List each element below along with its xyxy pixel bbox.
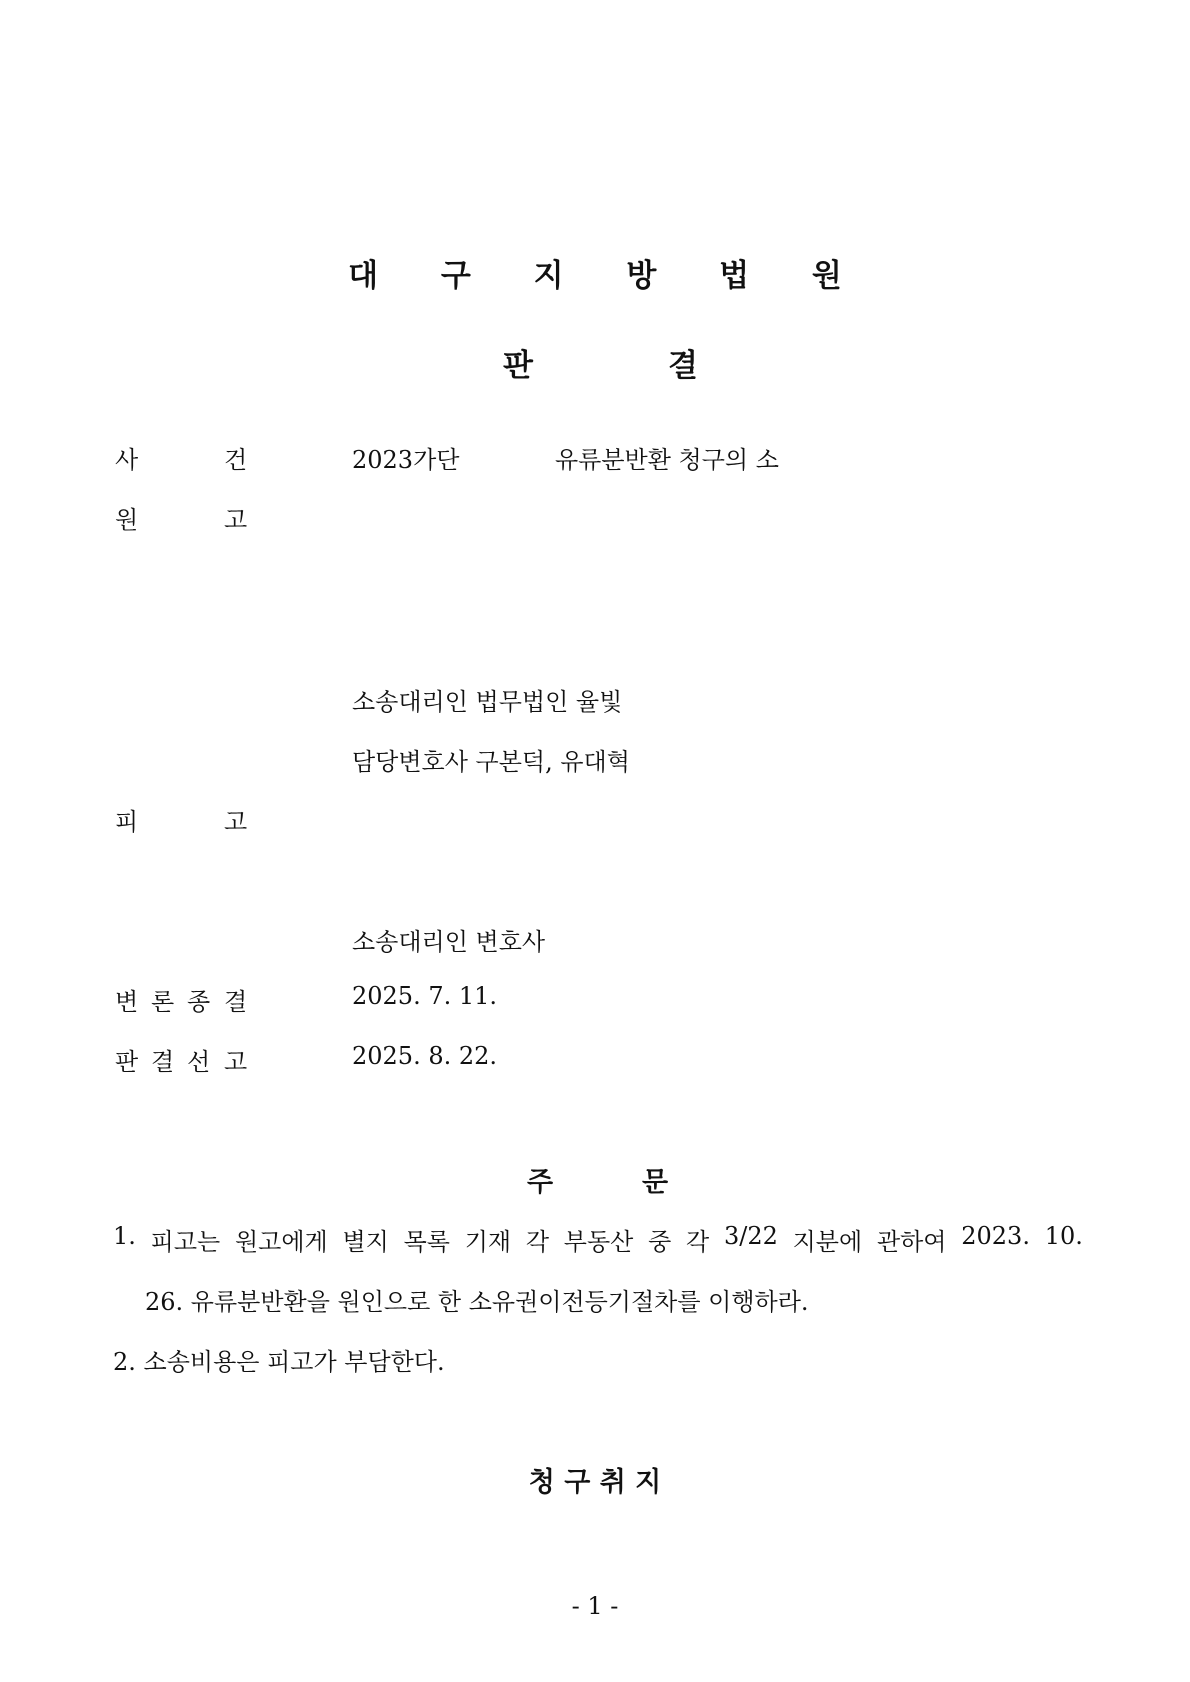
order-word: 기재 xyxy=(464,1228,512,1256)
claim-heading: 청 구 취 지 xyxy=(528,1467,662,1498)
order-item-1-line-2: 26. 유류분반환을 원인으로 한 소유권이전등기절차를 이행하라. xyxy=(145,1288,809,1316)
plaintiff-attorney: 소송대리인 법무법인 율빛 xyxy=(352,688,623,716)
closing-label-3: 종 xyxy=(187,988,211,1016)
order-word: 3/22 xyxy=(723,1222,778,1250)
decision-date: 2025. 8. 22. xyxy=(352,1042,498,1070)
plaintiff-label-1: 원 xyxy=(115,506,139,534)
order-word: 1. xyxy=(113,1222,136,1250)
order-heading-right: 문 xyxy=(642,1167,669,1198)
defendant-label-1: 피 xyxy=(115,808,139,836)
page-number: - 1 - xyxy=(571,1592,619,1620)
order-word: 중 xyxy=(648,1228,672,1256)
order-word: 별지 xyxy=(342,1228,389,1256)
closing-date: 2025. 7. 11. xyxy=(352,982,498,1010)
case-name: 유류분반환 청구의 소 xyxy=(555,446,779,474)
order-heading-left: 주 xyxy=(527,1167,554,1198)
case-label-2: 건 xyxy=(224,446,248,474)
decision-label-1: 판 xyxy=(115,1048,139,1076)
closing-label-4: 결 xyxy=(224,988,248,1016)
order-word: 각 xyxy=(525,1228,550,1256)
order-word: 지분에 xyxy=(792,1228,863,1256)
order-word: 각 xyxy=(686,1228,710,1256)
order-item-2: 2. 소송비용은 피고가 부담한다. xyxy=(113,1348,445,1376)
decision-label-2: 결 xyxy=(151,1048,175,1076)
order-word: 10. xyxy=(1044,1222,1083,1250)
document-title-right: 결 xyxy=(668,348,698,384)
closing-label-2: 론 xyxy=(151,988,175,1016)
order-word: 피고는 xyxy=(150,1228,221,1256)
decision-label-3: 선 xyxy=(187,1048,211,1076)
order-item-1-line-1 xyxy=(113,1222,1083,1257)
order-word: 2023. xyxy=(961,1222,1030,1250)
order-word: 목록 xyxy=(403,1228,450,1256)
order-word: 관하여 xyxy=(876,1228,947,1256)
plaintiff-lawyers: 담당변호사 구본덕, 유대혁 xyxy=(352,748,630,776)
case-label-1: 사 xyxy=(115,446,139,474)
defendant-attorney: 소송대리인 변호사 xyxy=(352,928,546,956)
defendant-label-2: 고 xyxy=(224,808,248,836)
order-word: 부동산 xyxy=(563,1228,634,1256)
order-word: 원고에게 xyxy=(234,1228,328,1256)
plaintiff-label-2: 고 xyxy=(224,506,248,534)
decision-label-4: 고 xyxy=(224,1048,248,1076)
closing-label-1: 변 xyxy=(115,988,139,1016)
case-number: 2023가단 xyxy=(352,446,460,474)
document-title-left: 판 xyxy=(503,348,533,384)
court-name: 대 구 지 방 법 원 xyxy=(348,258,868,294)
